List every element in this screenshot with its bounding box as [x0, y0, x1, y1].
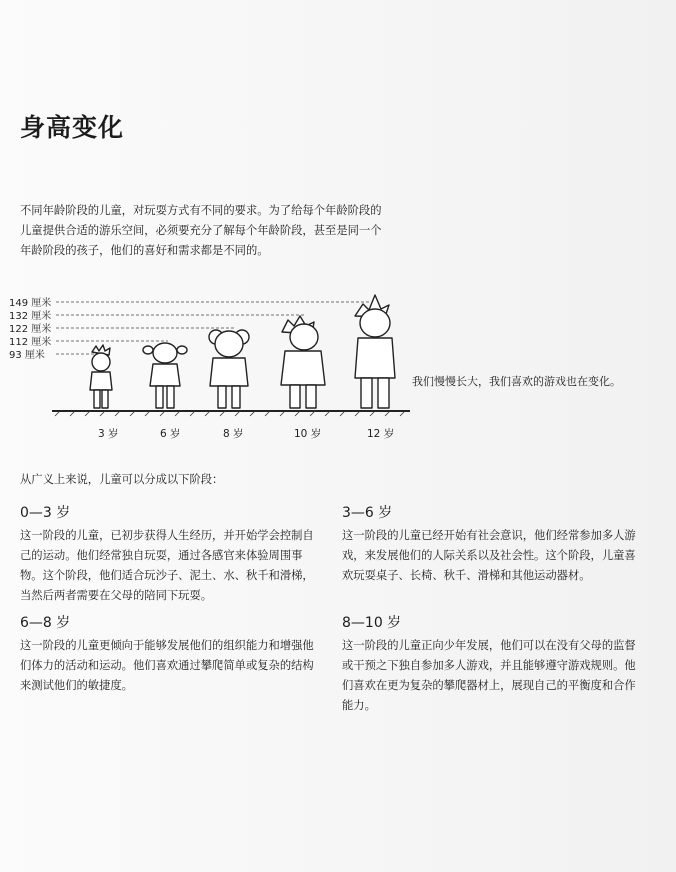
stage-0-3: [20, 502, 325, 606]
child-figure-3: [90, 345, 112, 408]
child-figure-10: [281, 316, 325, 408]
intro-paragraph: 不同年龄阶段的儿童，对玩耍方式有不同的要求。为了给每个年龄阶段的儿童提供合适的游乐空间，必须要充分了解每个年龄阶段，甚至是同一个年龄阶段的孩子，他们的喜好和需求都是不同的。: [20, 204, 382, 257]
stage-heading: 8—10 岁: [342, 615, 402, 631]
height-chart-figure: [0, 280, 676, 460]
age-label-3: 3 岁: [98, 428, 119, 440]
stage-body: 这一阶段的儿童，已初步获得人生经历，并开始学会控制自己的运动。他们经常独自玩耍，通过各感官来体验周围事物。这个阶段，他们适合玩沙子、泥土、水、秋千和滑梯，当然后两者需要在父母的陪同下玩耍。: [20, 529, 314, 602]
child-figure-12: [355, 295, 395, 408]
page-title: 身高变化: [20, 113, 125, 142]
stage-body: 这一阶段的儿童已经开始有社会意识，他们经常参加多人游戏，来发展他们的人际关系以及社会性。这个阶段，儿童喜欢玩耍桌子、长椅、秋千、滑梯和其他运动器材。: [342, 529, 636, 582]
age-label-12: 12 岁: [367, 428, 395, 440]
child-figure-6: [143, 343, 187, 408]
age-label-10: 10 岁: [294, 428, 322, 440]
height-mark-112: 112 厘米: [9, 337, 52, 348]
height-mark-122: 122 厘米: [9, 324, 52, 335]
stage-body: 这一阶段的儿童正向少年发展，他们可以在没有父母的监督或干预之下独自参加多人游戏，并且能够遵守游戏规则。他们喜欢在更为复杂的攀爬器材上，展现自己的平衡度和合作能力。: [342, 639, 636, 712]
stage-6-8: [20, 612, 325, 696]
stage-heading: 0—3 岁: [20, 505, 71, 521]
stage-3-6: [342, 502, 647, 586]
age-label-6: 6 岁: [160, 428, 181, 440]
child-figure-8: [209, 330, 249, 408]
stage-heading: 3—6 岁: [342, 505, 393, 521]
figure-caption: 我们慢慢长大，我们喜欢的游戏也在变化。: [412, 375, 621, 388]
section-lead: 从广义上来说，儿童可以分成以下阶段：: [20, 473, 224, 486]
height-mark-93: 93 厘米: [9, 350, 45, 361]
stage-8-10: [342, 612, 647, 716]
height-mark-132: 132 厘米: [9, 311, 52, 322]
stage-body: 这一阶段的儿童更倾向于能够发展他们的组织能力和增强他们体力的活动和运动。他们喜欢通过攀爬简单或复杂的结构来测试他们的敏捷度。: [20, 639, 314, 692]
age-label-8: 8 岁: [223, 428, 244, 440]
height-mark-149: 149 厘米: [9, 298, 52, 309]
stage-heading: 6—8 岁: [20, 615, 71, 631]
